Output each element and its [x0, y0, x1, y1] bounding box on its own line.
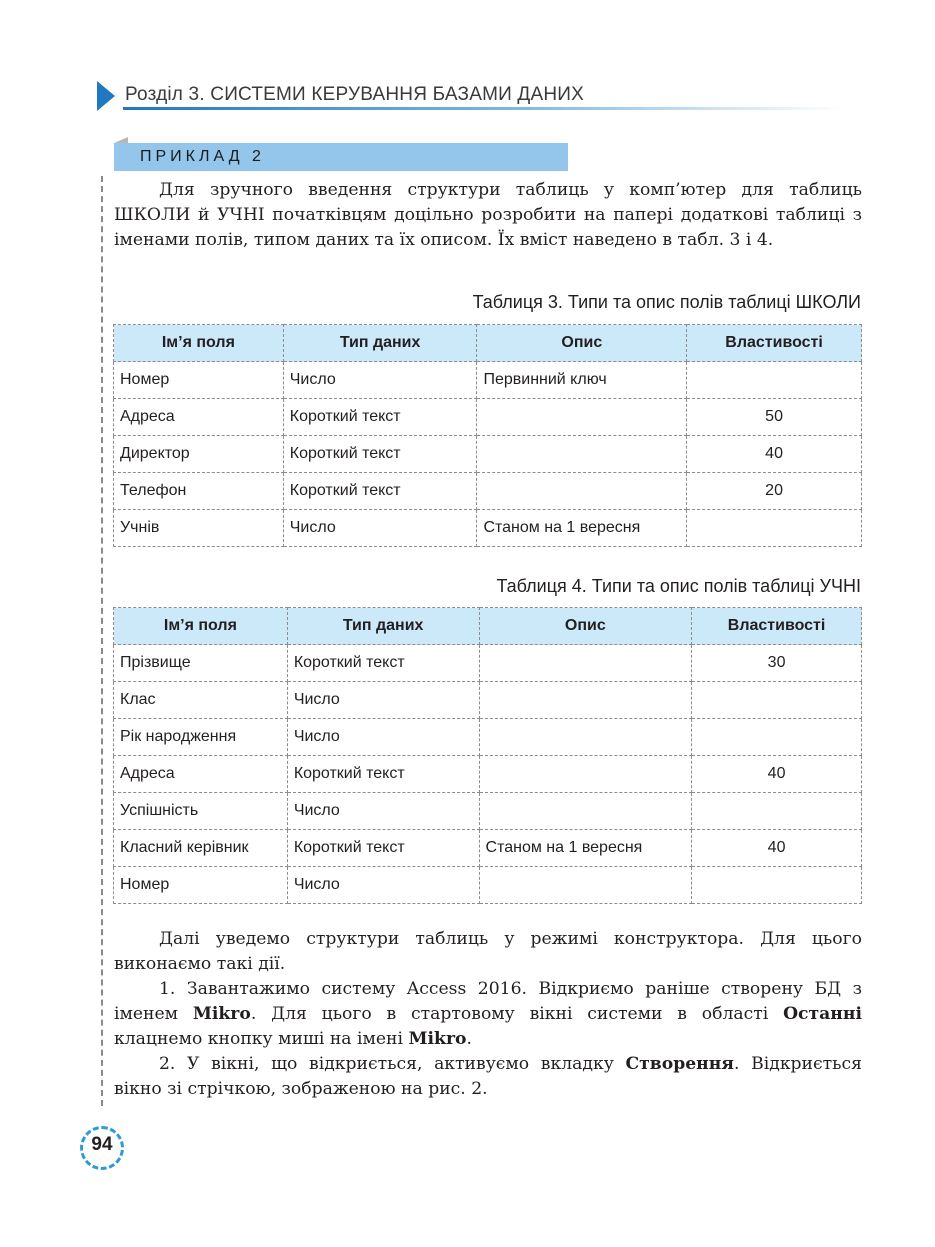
text-run: 2. У вікні, що відкриється, активуємо вкладку [159, 1054, 626, 1074]
example-tab [114, 143, 568, 171]
table-cell: Короткий текст [283, 473, 477, 510]
text-run: . [466, 1029, 472, 1049]
column-header: Властивості [692, 608, 862, 645]
table-cell [692, 793, 862, 830]
table-row [114, 793, 862, 830]
table-cell: 20 [687, 473, 862, 510]
bold-term: Mikro [408, 1029, 467, 1049]
table-cell [479, 719, 692, 756]
table-cell: Станом на 1 вересня [477, 510, 687, 547]
table-cell: Число [287, 867, 479, 904]
table-cell: Номер [114, 362, 284, 399]
example-label: ПРИКЛАД 2 [140, 148, 265, 165]
table-cell: 40 [692, 756, 862, 793]
table-cell: Номер [114, 867, 288, 904]
column-header: Ім’я поля [114, 608, 288, 645]
table-cell: Число [287, 793, 479, 830]
intro-text: Для зручного введення структури таблиць у комп’ютер для таблиць ШКОЛИ й УЧНІ початківцям доцільно розробити на папері додаткові таблиці з іменами полів, типом даних та їх описом. Їх вміст наведено в табл. 3 і 4. [114, 180, 862, 250]
column-header: Тип даних [287, 608, 479, 645]
column-header: Опис [479, 608, 692, 645]
table-cell [687, 362, 862, 399]
table-cell: 50 [687, 399, 862, 436]
table-cell: Станом на 1 вересня [479, 830, 692, 867]
table-cell [479, 682, 692, 719]
table-row [114, 867, 862, 904]
table-cell: 30 [692, 645, 862, 682]
table-cell: Первинний ключ [477, 362, 687, 399]
table-cell: Короткий текст [283, 399, 477, 436]
bold-term: Останні [783, 1004, 862, 1024]
table-row [114, 436, 862, 473]
table-cell: Число [283, 510, 477, 547]
table-row [114, 473, 862, 510]
table-cell [477, 473, 687, 510]
table-cell: Короткий текст [287, 756, 479, 793]
table-row [114, 830, 862, 867]
table-cell: Директор [114, 436, 284, 473]
column-header: Тип даних [283, 325, 477, 362]
table-cell: Число [287, 682, 479, 719]
table-cell: 40 [692, 830, 862, 867]
margin-dashed-line [101, 176, 103, 1106]
table-cell: Число [287, 719, 479, 756]
table-cell [692, 682, 862, 719]
table-cell [692, 719, 862, 756]
text-run: 1. Завантажимо систему Access 2016. Відкриємо раніше створену БД з іменем [114, 979, 862, 1024]
table-cell [479, 867, 692, 904]
body-text [114, 927, 862, 1102]
table3 [113, 324, 862, 547]
chapter-header [97, 80, 857, 112]
table-cell: Прізвище [114, 645, 288, 682]
table-row [114, 682, 862, 719]
table-cell [687, 510, 862, 547]
page-number-badge [80, 1126, 124, 1170]
intro-paragraph [114, 178, 862, 253]
table-row [114, 399, 862, 436]
bold-term: Створення [625, 1054, 734, 1074]
bold-term: Mikro [192, 1004, 251, 1024]
table-cell [479, 793, 692, 830]
table-row [114, 362, 862, 399]
text-run: . Для цього в стартовому вікні системи в області [250, 1004, 784, 1024]
table3-caption: Таблиця 3. Типи та опис полів таблиці ШКОЛИ [472, 292, 861, 312]
table-row [114, 756, 862, 793]
table-cell: Короткий текст [283, 436, 477, 473]
table-cell: Короткий текст [287, 830, 479, 867]
table-cell [477, 399, 687, 436]
table-row [114, 645, 862, 682]
table-cell [692, 867, 862, 904]
table-cell: Учнів [114, 510, 284, 547]
table-cell: Класний керівник [114, 830, 288, 867]
table4 [113, 607, 862, 904]
table-cell: Короткий текст [287, 645, 479, 682]
text-run: . Відкриється вікно зі стрічкою, зображеною на рис. 2. [114, 1054, 862, 1099]
table-cell: Клас [114, 682, 288, 719]
body-paragraph-1: Далі уведемо структури таблиць у режимі конструктора. Для цього виконаємо такі дії. [114, 929, 862, 974]
chapter-title: Розділ 3. СИСТЕМИ КЕРУВАННЯ БАЗАМИ ДАНИХ [125, 84, 585, 105]
body-paragraph-3 [114, 1052, 862, 1102]
header-rule [123, 107, 843, 110]
column-header: Опис [477, 325, 687, 362]
table-cell: 40 [687, 436, 862, 473]
table-cell [479, 645, 692, 682]
column-header: Властивості [687, 325, 862, 362]
body-paragraph-2 [114, 977, 862, 1052]
chapter-marker-icon [97, 81, 115, 111]
table-cell [477, 436, 687, 473]
table-cell: Телефон [114, 473, 284, 510]
table-header-row [114, 608, 862, 645]
table-cell [479, 756, 692, 793]
table-row [114, 510, 862, 547]
table-cell: Рік народження [114, 719, 288, 756]
table-row [114, 719, 862, 756]
table-cell: Адреса [114, 399, 284, 436]
table-header-row [114, 325, 862, 362]
column-header: Ім’я поля [114, 325, 284, 362]
text-run: клацнемо кнопку миші на імені [114, 1029, 409, 1049]
table-cell: Адреса [114, 756, 288, 793]
page-number: 94 [91, 1134, 113, 1155]
table4-caption: Таблиця 4. Типи та опис полів таблиці УЧНІ [496, 576, 861, 596]
table-cell: Успішність [114, 793, 288, 830]
table-cell: Число [283, 362, 477, 399]
